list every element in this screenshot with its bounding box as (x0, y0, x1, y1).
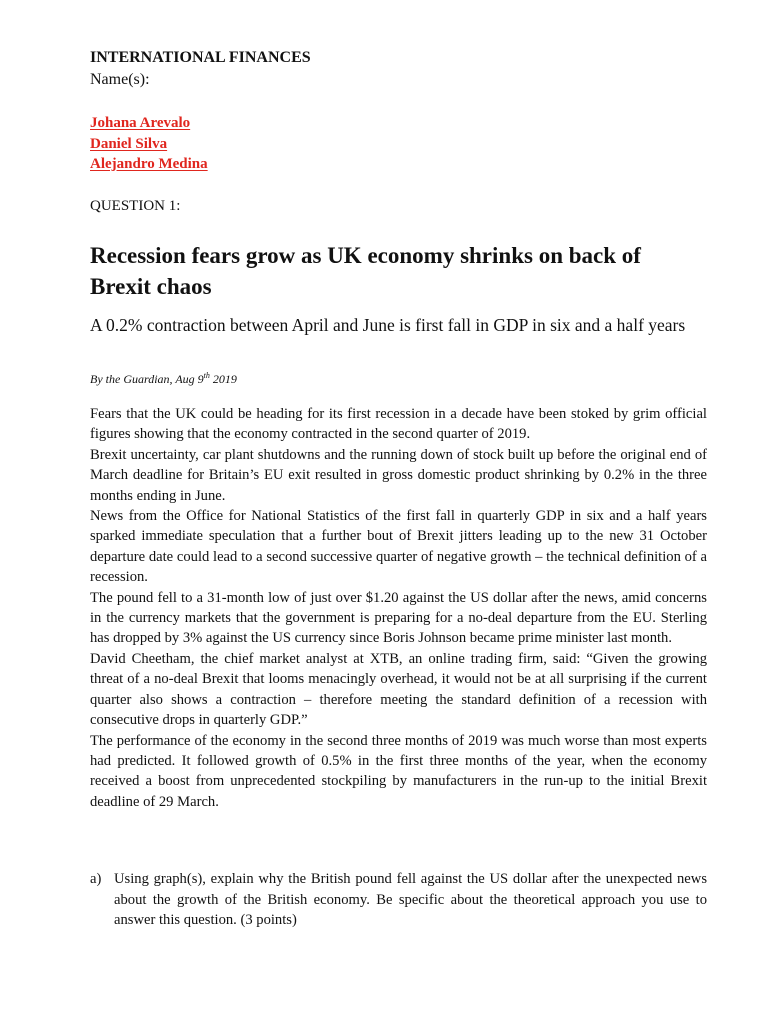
article-paragraph: The performance of the economy in the second three months of 2019 was much worse than most experts had predicted. It followed growth of 0.5% in the first three months of the year, when the economy received a boost from unprecedented stockpiling by manufacturers in the run-up to the initial Brexit deadline of 29 March. (90, 732, 707, 810)
names-label: Name(s): (90, 71, 150, 88)
article-paragraph: News from the Office for National Statistics of the first fall in quarterly GDP in six and a half years sparked immediate speculation that a further bout of Brexit jitters leading up to the new 31 October departure date could lead to a second successive quarter of negative growth – the technical definition of a recession. (90, 508, 707, 586)
student-name: Alejandro Medina (90, 156, 208, 172)
byline-year: 2019 (209, 372, 237, 386)
question-item-label: a) (90, 871, 102, 887)
student-name: Daniel Silva (90, 135, 168, 152)
byline-superscript: th (203, 371, 210, 380)
question-heading: QUESTION 1: (90, 198, 181, 214)
article-paragraph: David Cheetham, the chief market analyst at XTB, an online trading firm, said: “Given the growing threat of a no-deal Brexit that looms menacingly overhead, it would not be at all surprising if the current quarter also shows a contraction – therefore meeting the standard definition of a recession with consecutive drops in quarterly GDP.” (90, 650, 707, 729)
article-paragraph: Fears that the UK could be heading for its first recession in a decade have been stoked by grim official figures showing that the economy contracted in the second quarter of 2019. (90, 406, 707, 443)
article-standfirst: A 0.2% contraction between April and June is first fall in GDP in six and a half years (90, 315, 686, 335)
question-item-a (90, 869, 707, 931)
student-name: Johana Arevalo (90, 115, 191, 131)
article-body (90, 404, 707, 812)
student-names (90, 113, 707, 175)
question-item-text: Using graph(s), explain why the British pound fell against the US dollar after the unexpected news about the growth of the British economy. Be specific about the theoretical approach you use to answer this question. (3 points) (114, 871, 707, 928)
article-byline (90, 371, 707, 387)
course-title: INTERNATIONAL FINANCES (90, 49, 311, 66)
article-paragraph: Brexit uncertainty, car plant shutdowns and the running down of stock built up before the original end of March deadline for Britain’s EU exit resulted in gross domestic product shrinking by 0.2% in the three months ending in June. (90, 446, 707, 504)
article-paragraph: The pound fell to a 31-month low of just over $1.20 against the US dollar after the news, amid concerns in the currency markets that the government is preparing for a no-deal departure from the EU. Sterling has dropped by 3% against the US currency since Boris Johnson became prime minister last month. (90, 589, 707, 647)
byline-text: By the Guardian, Aug 9 (90, 372, 204, 386)
article-headline: Recession fears grow as UK economy shrinks on back of Brexit chaos (90, 243, 641, 299)
